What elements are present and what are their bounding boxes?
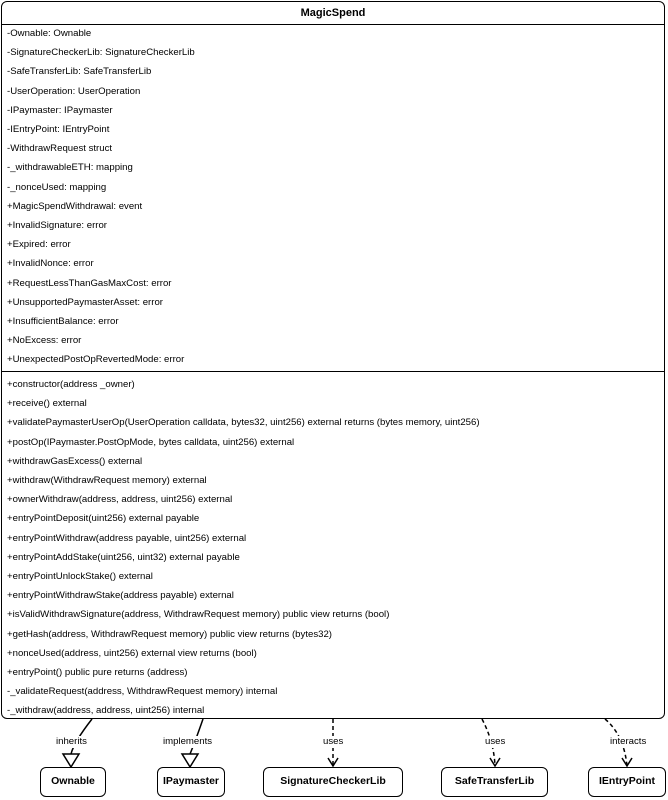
attribute-row: -UserOperation: UserOperation	[7, 85, 141, 97]
method-row: +entryPoint() public pure returns (address)	[7, 667, 188, 678]
attribute-row: +NoExcess: error	[7, 335, 82, 347]
edge-label-interacts: interacts	[610, 736, 647, 747]
attribute-row: -SafeTransferLib: SafeTransferLib	[7, 66, 152, 78]
attributes-compartment	[2, 24, 664, 372]
attribute-row: +InvalidSignature: error	[7, 220, 107, 231]
attribute-row: +InsufficientBalance: error	[7, 316, 119, 327]
class-magicspend	[1, 1, 665, 719]
method-row: +validatePaymasterUserOp(UserOperation calldata, bytes32, uint256) external returns (bytes memory, uint256)	[7, 417, 480, 429]
attribute-row: +InvalidNonce: error	[7, 258, 94, 270]
attribute-row: -IEntryPoint: IEntryPoint	[7, 124, 110, 135]
attribute-row: +Expired: error	[7, 239, 71, 251]
method-row: +entryPointDeposit(uint256) external payable	[7, 513, 200, 525]
method-row: +nonceUsed(address, uint256) external view returns (bool)	[7, 647, 257, 659]
edge-label-inherits: inherits	[56, 736, 87, 747]
attribute-row: -_withdrawableETH: mapping	[7, 162, 133, 174]
method-row: +entryPointUnlockStake() external	[7, 571, 153, 582]
attribute-row: -_nonceUsed: mapping	[7, 181, 107, 193]
method-row: +constructor(address _owner)	[7, 379, 135, 390]
node-signaturecheckerlib: SignatureCheckerLib	[263, 767, 403, 797]
class-title: MagicSpend	[2, 2, 664, 25]
method-row: +entryPointWithdraw(address payable, uint256) external	[7, 532, 247, 544]
attribute-row: -Ownable: Ownable	[7, 28, 92, 39]
attribute-row: +MagicSpendWithdrawal: event	[7, 200, 143, 212]
node-safetransferlib: SafeTransferLib	[441, 767, 548, 797]
method-row: +postOp(IPaymaster.PostOpMode, bytes calldata, uint256) external	[7, 436, 295, 448]
edge-implements-arrowhead	[182, 754, 198, 767]
method-row: -_validateRequest(address, WithdrawRequest memory) internal	[7, 686, 278, 698]
method-row: -_withdraw(address, address, uint256) internal	[7, 705, 205, 717]
method-row: +isValidWithdrawSignature(address, WithdrawRequest memory) public view returns (bool)	[7, 609, 390, 621]
edge-label-implements: implements	[163, 736, 213, 747]
method-row: +withdraw(WithdrawRequest memory) external	[7, 475, 207, 486]
node-ipaymaster: IPaymaster	[157, 767, 225, 797]
edge-inherits-arrowhead	[63, 754, 79, 767]
method-row: +getHash(address, WithdrawRequest memory) public view returns (bytes32)	[7, 628, 332, 640]
methods-compartment	[2, 372, 664, 718]
method-row: +entryPointAddStake(uint256, uint32) external payable	[7, 551, 240, 563]
edge-label-uses: uses	[323, 736, 344, 747]
node-ownable: Ownable	[40, 767, 106, 797]
attribute-row: -WithdrawRequest struct	[7, 143, 113, 155]
method-row: +entryPointWithdrawStake(address payable) external	[7, 590, 234, 602]
method-row: +ownerWithdraw(address, address, uint256) external	[7, 494, 233, 506]
edge-label-uses: uses	[485, 736, 506, 747]
attribute-row: +UnexpectedPostOpRevertedMode: error	[7, 354, 185, 366]
attribute-row: +RequestLessThanGasMaxCost: error	[7, 277, 172, 289]
attribute-row: -SignatureCheckerLib: SignatureCheckerLib	[7, 47, 195, 59]
node-ientrypoint: IEntryPoint	[588, 767, 666, 797]
attribute-row: -IPaymaster: IPaymaster	[7, 104, 113, 116]
method-row: +withdrawGasExcess() external	[7, 455, 143, 467]
method-row: +receive() external	[7, 398, 87, 410]
attribute-row: +UnsupportedPaymasterAsset: error	[7, 296, 163, 308]
